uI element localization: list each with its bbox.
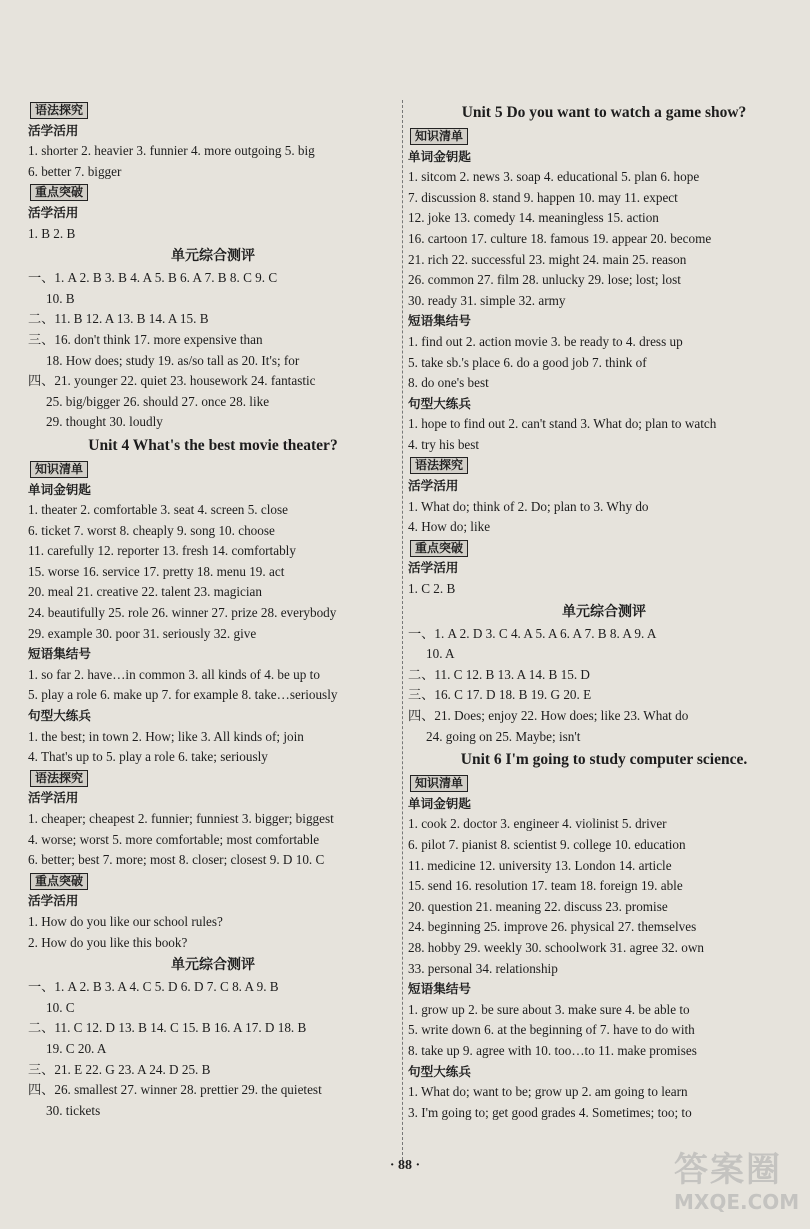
- answer-line: 三、16. don't think 17. more expensive than: [28, 331, 263, 347]
- subheading: 句型大练兵: [408, 395, 471, 411]
- subheading: 活学活用: [28, 790, 79, 806]
- section-tag-row: [408, 538, 800, 559]
- answer-line: 1. cook 2. doctor 3. engineer 4. violinist 5. driver: [408, 816, 667, 832]
- watermark-site: MXQE.COM: [674, 1190, 800, 1214]
- answer-line: 6. pilot 7. pianist 8. scientist 9. college 10. education: [408, 837, 686, 852]
- answer-line: 25. big/bigger 26. should 27. once 28. like: [46, 393, 270, 409]
- answer-line: 26. common 27. film 28. unlucky 29. lose; lost; lost: [408, 272, 681, 288]
- answer-line: 15. worse 16. service 17. pretty 18. menu 19. act: [28, 563, 285, 579]
- answer-line: 1. What do; think of 2. Do; plan to 3. Why do: [408, 498, 649, 514]
- answer-line: 4. How do; like: [408, 519, 491, 535]
- section-title: 单元综合测评: [171, 248, 255, 265]
- subheading: 活学活用: [408, 478, 459, 494]
- answer-line: 一、1. A 2. B 3. B 4. A 5. B 6. A 7. B 8. C 9. C: [28, 270, 278, 286]
- answer-line: 1. B 2. B: [28, 225, 76, 241]
- section-tag: 知识清单: [30, 461, 88, 478]
- answer-line: 18. How does; study 19. as/so tall as 20. It's; for: [46, 352, 300, 368]
- answer-line: 19. C 20. A: [46, 1040, 107, 1056]
- answer-line: 1. shorter 2. heavier 3. funnier 4. more outgoing 5. big: [28, 143, 315, 159]
- section-tag-row: [28, 768, 398, 789]
- answer-line: 15. send 16. resolution 17. team 18. foreign 19. able: [408, 878, 683, 894]
- answer-line: 6. ticket 7. worst 8. cheaply 9. song 10. choose: [28, 522, 275, 538]
- answer-line: 24. beginning 25. improve 26. physical 27. themselves: [408, 919, 697, 935]
- subheading: 短语集结号: [28, 646, 91, 662]
- subheading: 单词金钥匙: [28, 481, 91, 497]
- section-tag: 语法探究: [30, 102, 88, 119]
- answer-line: 四、21. younger 22. quiet 23. housework 24. fantastic: [28, 373, 316, 389]
- subheading: 句型大练兵: [28, 708, 91, 724]
- answer-line: 4. try his best: [408, 436, 480, 452]
- answer-line: 10. A: [426, 646, 455, 662]
- answer-line: 二、11. C 12. B 13. A 14. B 15. D: [408, 666, 590, 682]
- section-tag: 语法探究: [410, 457, 468, 474]
- subheading: 活学活用: [408, 560, 459, 576]
- section-title: 单元综合测评: [171, 957, 255, 974]
- answer-line: 一、1. A 2. D 3. C 4. A 5. A 6. A 7. B 8. A 9. A: [408, 625, 657, 641]
- section-tag: 重点突破: [410, 540, 468, 557]
- answer-line: 29. thought 30. loudly: [46, 414, 163, 430]
- answer-line: 30. ready 31. simple 32. army: [408, 292, 566, 308]
- answer-line: 4. That's up to 5. play a role 6. take; seriously: [28, 749, 268, 765]
- answer-line: 4. worse; worst 5. more comfortable; most comfortable: [28, 831, 320, 847]
- answer-line: 1. the best; in town 2. How; like 3. All kinds of; join: [28, 728, 304, 744]
- answer-line: 二、11. C 12. D 13. B 14. C 15. B 16. A 17. D 18. B: [28, 1020, 307, 1036]
- subheading: 短语集结号: [408, 981, 471, 997]
- answer-line: 11. carefully 12. reporter 13. fresh 14. comfortably: [28, 543, 296, 559]
- section-tag: 重点突破: [30, 184, 88, 201]
- answer-line: 1. so far 2. have…in common 3. all kinds of 4. be up to: [28, 666, 320, 682]
- section-tag-row: [408, 126, 800, 147]
- answer-line: 1. sitcom 2. news 3. soap 4. educational 5. plan 6. hope: [408, 169, 700, 185]
- answer-line: 28. hobby 29. weekly 30. schoolwork 31. agree 32. own: [408, 939, 704, 955]
- section-title: 单元综合测评: [562, 603, 646, 620]
- answer-line: 29. example 30. poor 31. seriously 32. give: [28, 625, 257, 641]
- unit-title: Unit 4 What's the best movie theater?: [88, 436, 338, 454]
- section-tag-row: [408, 456, 800, 477]
- answer-line: 1. find out 2. action movie 3. be ready to 4. dress up: [408, 333, 683, 349]
- answer-line: 3. I'm going to; get good grades 4. Sometimes; too; to: [408, 1104, 692, 1120]
- subheading: 句型大练兵: [408, 1063, 471, 1079]
- watermark-title: 答案圈: [674, 1150, 782, 1190]
- answer-line: 6. better; best 7. more; most 8. closer; closest 9. D 10. C: [28, 852, 325, 868]
- answer-line: 16. cartoon 17. culture 18. famous 19. appear 20. become: [408, 230, 712, 246]
- answer-line: 1. theater 2. comfortable 3. seat 4. screen 5. close: [28, 502, 288, 518]
- answer-line: 5. write down 6. at the beginning of 7. have to do with: [408, 1022, 695, 1038]
- section-tag: 知识清单: [410, 128, 468, 145]
- answer-line: 5. take sb.'s place 6. do a good job 7. think of: [408, 354, 647, 370]
- answer-line: 1. C 2. B: [408, 581, 456, 597]
- answer-line: 2. How do you like this book?: [28, 934, 188, 950]
- answer-line: 11. medicine 12. university 13. London 14. article: [408, 857, 672, 873]
- subheading: 活学活用: [28, 204, 79, 220]
- answer-line: 20. question 21. meaning 22. discuss 23. promise: [408, 898, 668, 914]
- answer-line: 三、21. E 22. G 23. A 24. D 25. B: [28, 1061, 211, 1077]
- answer-line: 20. meal 21. creative 22. talent 23. magician: [28, 584, 262, 600]
- answer-line: 24. going on 25. Maybe; isn't: [426, 728, 581, 744]
- section-tag: 重点突破: [30, 873, 88, 890]
- section-tag-row: [28, 182, 398, 203]
- answer-line: 7. discussion 8. stand 9. happen 10. may 11. expect: [408, 189, 678, 205]
- subheading: 单词金钥匙: [408, 148, 471, 164]
- section-tag-row: [28, 100, 398, 121]
- section-tag-row: [28, 459, 398, 480]
- right-column: [408, 100, 800, 1123]
- section-tag-row: [28, 871, 398, 892]
- answer-line: 12. joke 13. comedy 14. meaningless 15. action: [408, 210, 659, 226]
- answer-line: 1. cheaper; cheapest 2. funnier; funniest 3. bigger; biggest: [28, 811, 334, 826]
- answer-line: 1. hope to find out 2. can't stand 3. What do; plan to watch: [408, 416, 717, 432]
- page-number: · 88 ·: [389, 1158, 421, 1173]
- section-tag: 语法探究: [30, 770, 88, 787]
- answer-line: 1. How do you like our school rules?: [28, 913, 223, 929]
- section-tag: 知识清单: [410, 775, 468, 792]
- answer-line: 三、16. C 17. D 18. B 19. G 20. E: [408, 687, 592, 703]
- answer-line: 8. do one's best: [408, 375, 489, 391]
- answer-line: 二、11. B 12. A 13. B 14. A 15. B: [28, 311, 209, 327]
- answer-line: 四、21. Does; enjoy 22. How does; like 23. What do: [408, 708, 689, 724]
- answer-line: 1. What do; want to be; grow up 2. am going to learn: [408, 1084, 688, 1100]
- answer-line: 24. beautifully 25. role 26. winner 27. prize 28. everybody: [28, 605, 337, 621]
- answer-line: 21. rich 22. successful 23. might 24. main 25. reason: [408, 251, 687, 267]
- subheading: 短语集结号: [408, 313, 471, 329]
- left-column: [28, 100, 398, 1121]
- answer-line: 5. play a role 6. make up 7. for example 8. take…seriously: [28, 687, 338, 703]
- unit-title: Unit 5 Do you want to watch a game show?: [461, 104, 747, 121]
- answer-line: 30. tickets: [46, 1102, 101, 1118]
- answer-line: 8. take up 9. agree with 10. too…to 11. make promises: [408, 1042, 697, 1058]
- section-tag-row: [408, 773, 800, 794]
- answer-line: 10. B: [46, 290, 75, 306]
- watermark-logo: [674, 1150, 802, 1224]
- subheading: 活学活用: [28, 122, 79, 138]
- subheading: 单词金钥匙: [408, 795, 471, 811]
- answer-line: 1. grow up 2. be sure about 3. make sure 4. be able to: [408, 1001, 690, 1017]
- answer-line: 一、1. A 2. B 3. A 4. C 5. D 6. D 7. C 8. A 9. B: [28, 979, 279, 995]
- answer-line: 6. better 7. bigger: [28, 163, 122, 179]
- answer-line: 四、26. smallest 27. winner 28. prettier 29. the quietest: [28, 1082, 322, 1098]
- unit-title: Unit 6 I'm going to study computer science.: [460, 751, 748, 769]
- column-divider: [402, 100, 403, 1160]
- answer-line: 10. C: [46, 999, 75, 1015]
- subheading: 活学活用: [28, 893, 79, 909]
- answer-line: 33. personal 34. relationship: [408, 960, 558, 976]
